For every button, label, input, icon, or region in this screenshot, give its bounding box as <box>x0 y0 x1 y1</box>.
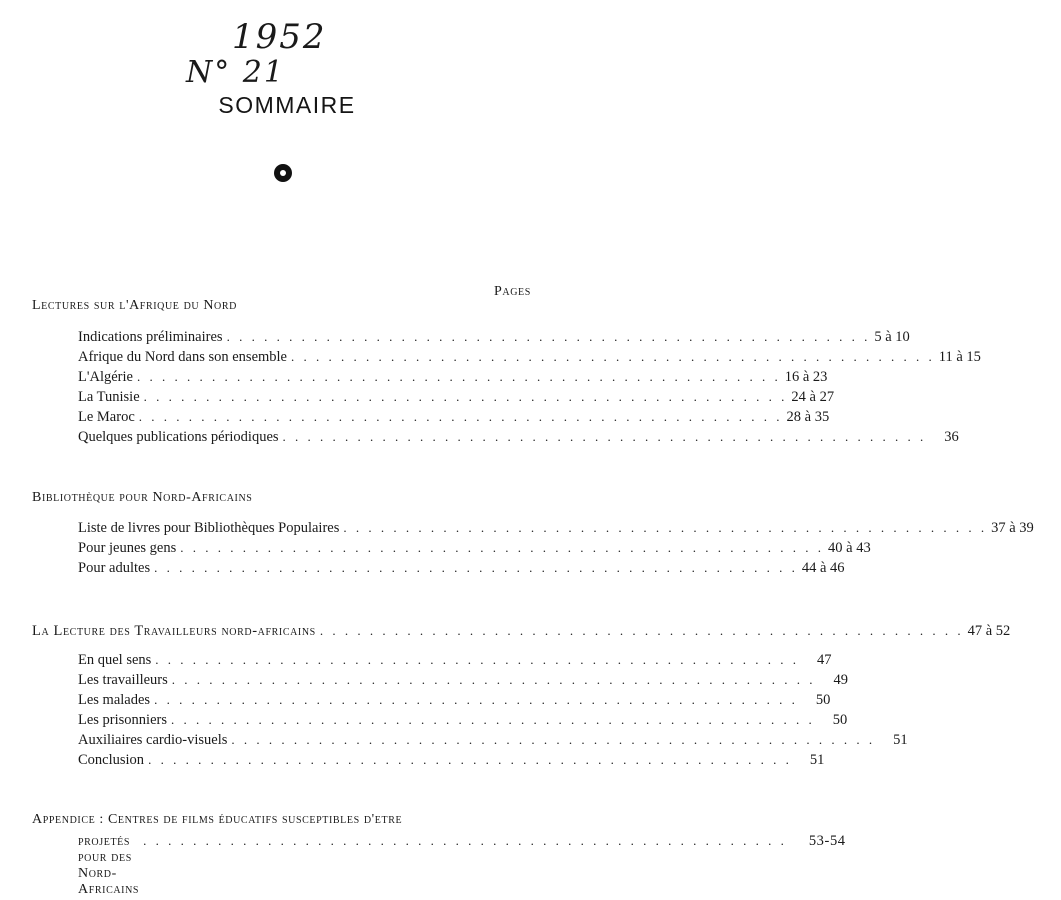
toc-row <box>78 752 825 772</box>
toc-label: Liste de livres pour Bibliothèques Populaires <box>78 520 340 536</box>
toc-row <box>78 540 871 560</box>
leader-dots: . . . . . . . . . . . . . . . . . . . . . . . . . . . . . . . . . . . . . . . . . . . . . . . . . . . . <box>138 409 783 424</box>
toc-row <box>78 560 845 580</box>
toc-row <box>78 389 835 409</box>
appendix-heading-continued: projetés pour des Nord-Africains <box>78 834 140 897</box>
toc-pages: 36 <box>944 429 959 445</box>
toc-label: Pour jeunes gens <box>78 540 177 556</box>
section-heading-bibliotheque: Bibliothèque pour Nord-Africains <box>32 490 253 505</box>
toc-row <box>78 712 848 732</box>
appendix-row <box>78 833 846 897</box>
toc-pages: 37 à 39 <box>991 520 1034 536</box>
leader-dots: . . . . . . . . . . . . . . . . . . . . . . . . . . . . . . . . . . . . . . . . . . . . . . . . . . . . <box>226 329 871 344</box>
toc-label: L'Algérie <box>78 369 133 385</box>
toc-label: Le Maroc <box>78 409 135 425</box>
leader-dots: . . . . . . . . . . . . . . . . . . . . . . . . . . . . . . . . . . . . . . . . . . . . . . . . . . . . <box>143 389 788 404</box>
toc-row <box>78 652 832 672</box>
toc-pages: 51 <box>809 752 825 768</box>
toc-pages: 28 à 35 <box>786 409 830 425</box>
page-title: SOMMAIRE <box>218 92 356 118</box>
leader-dots: . . . . . . . . . . . . . . . . . . . . . . . . . . . . . . . . . . . . . . . . . . . . . . . . . . . . <box>319 623 964 638</box>
appendix-heading: Appendice : Centres de films éducatifs susceptibles d'etre <box>32 812 403 827</box>
toc-row <box>78 520 1034 540</box>
toc-pages: 24 à 27 <box>791 389 835 405</box>
section-heading-label: La Lecture des Travailleurs nord-africains <box>32 623 316 639</box>
toc-label: Les malades <box>78 692 151 708</box>
toc-row <box>78 672 849 692</box>
toc-row <box>78 329 910 349</box>
toc-pages: 49 <box>833 672 849 688</box>
handwritten-issue-number: N° 21 <box>186 55 285 90</box>
leader-dots: . . . . . . . . . . . . . . . . . . . . . . . . . . . . . . . . . . . . . . . . . . . . . . . . . . . . <box>171 712 815 727</box>
toc-pages: 50 <box>832 712 848 728</box>
toc-row <box>78 692 831 712</box>
toc-row <box>78 349 981 369</box>
leader-dots: . . . . . . . . . . . . . . . . . . . . . . . . . . . . . . . . . . . . . . . . . . . . . . . . . . . . <box>291 349 935 364</box>
section-heading-lectures: Lectures sur l'Afrique du Nord <box>32 298 237 313</box>
toc-label: Pour adultes <box>78 560 151 576</box>
toc-pages: 50 <box>815 692 831 708</box>
toc-label: Afrique du Nord dans son ensemble <box>78 349 287 365</box>
leader-dots: . . . . . . . . . . . . . . . . . . . . . . . . . . . . . . . . . . . . . . . . . . . . . . . . . . . . <box>154 692 798 707</box>
toc-label: La Tunisie <box>78 389 140 405</box>
toc-label: Auxiliaires cardio-visuels <box>78 732 228 748</box>
toc-pages: 47 <box>817 652 832 668</box>
leader-dots: . . . . . . . . . . . . . . . . . . . . . . . . . . . . . . . . . . . . . . . . . . . . . . . . . . . . <box>282 429 927 444</box>
leader-dots: . . . . . . . . . . . . . . . . . . . . . . . . . . . . . . . . . . . . . . . . . . . . . . . . . . . . <box>154 560 798 575</box>
toc-label: Indications préliminaires <box>78 329 223 345</box>
leader-dots: . . . . . . . . . . . . . . . . . . . . . . . . . . . . . . . . . . . . . . . . . . . . . . . . . . . . <box>136 369 781 384</box>
toc-label: Quelques publications périodiques <box>78 429 279 445</box>
toc-label: Les travailleurs <box>78 672 168 688</box>
toc-pages: 44 à 46 <box>801 560 845 576</box>
toc-row <box>78 409 830 429</box>
leader-dots: . . . . . . . . . . . . . . . . . . . . . . . . . . . . . . . . . . . . . . . . . . . . . . . . . . . . <box>343 520 988 535</box>
handwritten-year: 1952 <box>232 17 327 57</box>
section-heading-lecture-travailleurs <box>32 623 1011 643</box>
leader-dots: . . . . . . . . . . . . . . . . . . . . . . . . . . . . . . . . . . . . . . . . . . . . . . . . . . . . <box>171 672 816 687</box>
toc-pages: 51 <box>893 732 908 748</box>
leader-dots: . . . . . . . . . . . . . . . . . . . . . . . . . . . . . . . . . . . . . . . . . . . . . . . . . . . . <box>143 833 787 848</box>
toc-pages: 11 à 15 <box>938 349 981 365</box>
toc-pages: 53-54 <box>808 833 846 849</box>
leader-dots: . . . . . . . . . . . . . . . . . . . . . . . . . . . . . . . . . . . . . . . . . . . . . . . . . . . . <box>231 732 876 747</box>
leader-dots: . . . . . . . . . . . . . . . . . . . . . . . . . . . . . . . . . . . . . . . . . . . . . . . . . . . . <box>180 540 825 555</box>
bullet-ornament-icon <box>274 164 292 182</box>
toc-row <box>78 732 908 752</box>
toc-row <box>78 429 959 449</box>
toc-pages: 47 à 52 <box>967 623 1011 639</box>
toc-label: En quel sens <box>78 652 152 668</box>
toc-label: Conclusion <box>78 752 145 768</box>
leader-dots: . . . . . . . . . . . . . . . . . . . . . . . . . . . . . . . . . . . . . . . . . . . . . . . . . . . . <box>148 752 792 767</box>
toc-pages: 40 à 43 <box>828 540 871 556</box>
pages-column-header: Pages <box>494 284 531 299</box>
toc-label: Les prisonniers <box>78 712 167 728</box>
toc-row <box>78 369 828 389</box>
toc-pages: 16 à 23 <box>784 369 828 385</box>
leader-dots: . . . . . . . . . . . . . . . . . . . . . . . . . . . . . . . . . . . . . . . . . . . . . . . . . . . . <box>155 652 800 667</box>
toc-pages: 5 à 10 <box>874 329 910 345</box>
